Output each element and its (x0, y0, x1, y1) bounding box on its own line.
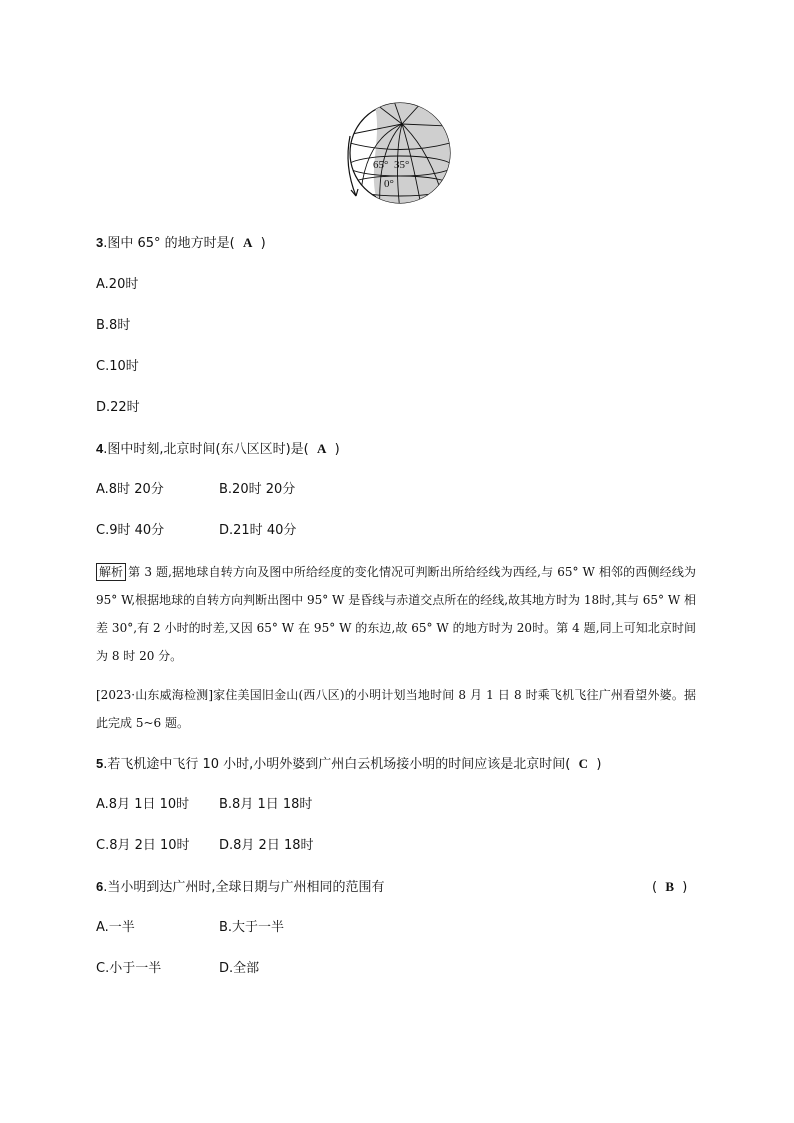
q5-text: .若飞机途中飞行 10 小时,小明外婆到广州白云机场接小明的时间应该是北京时间( (103, 757, 571, 772)
q6-option-a[interactable]: A.一半 (96, 920, 135, 935)
q4-number: 4 (96, 441, 104, 456)
q3-option-c[interactable]: C.10时 (96, 359, 139, 374)
label-35: 35° (394, 159, 410, 171)
q4-option-b[interactable]: B.20时 20分 (219, 482, 296, 497)
q5-option-b[interactable]: B.8月 1日 18时 (219, 797, 313, 812)
q6-option-b[interactable]: B.大于一半 (219, 920, 285, 935)
q4-answer: A (316, 441, 327, 456)
q6-text: .当小明到达广州时,全球日期与广州相同的范围有 (103, 880, 385, 895)
q6-option-d[interactable]: D.全部 (219, 961, 260, 976)
night-shading (372, 96, 454, 212)
q5-option-c[interactable]: C.8月 2日 10时 (96, 838, 190, 853)
q6-answer-box (652, 878, 687, 897)
explanation-tag: 解析 (96, 563, 126, 581)
label-0: 0° (384, 178, 394, 190)
q3-option-d[interactable]: D.22时 (96, 400, 140, 415)
q3-number: 3 (96, 235, 104, 250)
q6-stem (96, 878, 385, 897)
q5-option-d[interactable]: D.8月 2日 18时 (219, 838, 314, 853)
q6-option-c[interactable]: C.小于一半 (96, 961, 162, 976)
context-passage (96, 681, 696, 737)
q6-close: ) (682, 880, 688, 895)
q3-answer: A (243, 235, 253, 250)
q6-number: 6 (96, 879, 104, 894)
explanation (96, 558, 696, 670)
explanation-text: 第 3 题,据地球自转方向及图中所给经度的变化情况可判断出所给经线为西经,与 65° W 相邻的西侧经线为 95° W,根据地球的自转方向判断出图中 95° W 是昏线与赤道交点所在的经线,故其地方时为 18时,其与 65° W 相差 30°,有 2 小时的时差,又因 65° W 在 95° W 的东边,故 65° W 的地方时为 20时。第 4 题,同上可知北京时间为 8 时 20 分。 (96, 565, 696, 663)
context-text: [2023·山东威海检测]家住美国旧金山(西八区)的小明计划当地时间 8 月 1 日 8 时乘飞机飞往广州看望外婆。据此完成 5~6 题。 (96, 688, 696, 730)
globe-figure (342, 96, 454, 212)
q3-stem (96, 234, 266, 253)
q4-option-c[interactable]: C.9时 40分 (96, 523, 165, 538)
label-65: 65° (373, 159, 389, 171)
q5-option-a[interactable]: A.8月 1日 10时 (96, 797, 190, 812)
q3-text: .图中 65° 的地方时是( (103, 236, 235, 251)
q3-option-b[interactable]: B.8时 (96, 318, 131, 333)
q4-text: .图中时刻,北京时间(东八区区时)是( (103, 442, 309, 457)
q4-option-a[interactable]: A.8时 20分 (96, 482, 164, 497)
globe-diagram (342, 96, 454, 212)
q5-number: 5 (96, 756, 104, 771)
q3-close: ) (260, 236, 266, 251)
q6-answer: B (665, 879, 675, 894)
q5-close: ) (596, 757, 602, 772)
q3-option-a[interactable]: A.20时 (96, 277, 139, 292)
q5-stem (96, 755, 601, 774)
q4-stem (96, 440, 340, 459)
q4-close: ) (334, 442, 340, 457)
q5-answer: C (578, 756, 589, 771)
q4-option-d[interactable]: D.21时 40分 (219, 523, 297, 538)
q6-open: ( (652, 880, 658, 895)
